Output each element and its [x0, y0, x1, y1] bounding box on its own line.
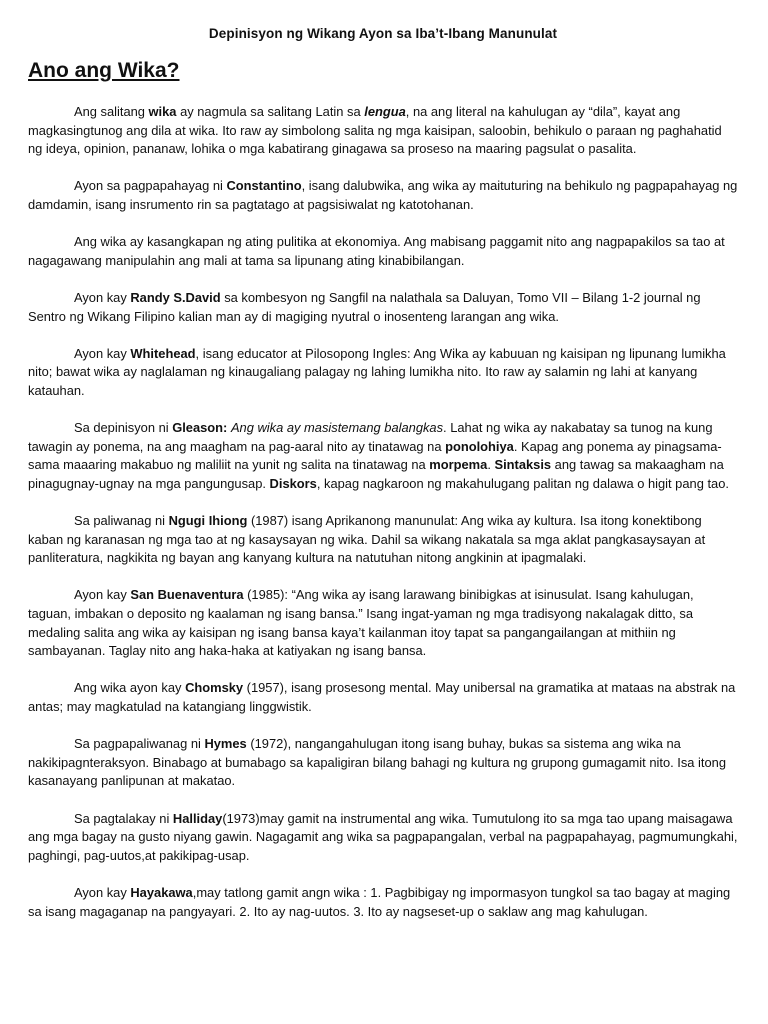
text-run: (1957), isang prosesong mental. May unibersal na gramatika at mataas na abstrak na antas; may magkatulad na katangiang linggwistik.: [28, 680, 736, 714]
text-run: Ang salitang: [74, 104, 149, 119]
paragraph: [28, 512, 738, 568]
text-run: Ang wika ayon kay: [74, 680, 186, 696]
bold-text: Whitehead: [130, 345, 196, 361]
text-run: (1972), nangangahulugan itong isang buhay, bukas sa sistema ang wika na nakikipagnteraksyon. Binabago at bumabago sa kapaligiran bilang bahagi ng kultura ng grupong gumagamit nito. Isa itong kasanayang panlipunan at makatao.: [28, 736, 727, 789]
text-run: Ayon kay: [74, 345, 131, 361]
document-title: Depinisyon ng Wikang Ayon sa Iba’t-Ibang Manunulat: [208, 26, 558, 41]
text-run: ay nagmula sa salitang Latin sa: [176, 104, 365, 119]
paragraph: [28, 735, 738, 791]
bold-text: Halliday: [172, 810, 223, 826]
paragraph: [28, 679, 738, 716]
text-run: ,may tatlong gamit angn wika : 1. Pagbibigay ng impormasyon tungkol sa tao bagay at maging sa isang magaganap na pangyayari. 2. Ito ay nag-uutos. 3. Ito ay nagseset-up o saklaw ang mag kahulugan.: [28, 884, 731, 919]
bold-text: ponolohiya: [445, 438, 514, 454]
text-run: Sa depinisyon ni: [74, 420, 173, 436]
bold-text: Constantino: [226, 178, 302, 194]
text-run: Sa pagtalakay ni: [74, 810, 173, 826]
paragraph: [28, 810, 738, 866]
text-run: . Kapag ang ponema ay pinagsama-sama maaaring makabuo ng maliliit na yunit ng salita na tinatawag na: [28, 438, 722, 473]
paragraph: [28, 419, 738, 493]
paragraph: [28, 289, 738, 326]
bold-text: Randy S.David: [130, 289, 221, 305]
section-heading: Ano ang Wika?: [28, 59, 180, 82]
text-run: (1973)may gamit na instrumental ang wika. Tumutulong ito sa mga tao upang maisagawa ang mga bagay na gusto niyang gawin. Nagagamit ang wika sa pagpapangalan, verbal na pagpapahayag, pagmumungkahi, paghingi, pag-uutos,at pakikipag-usap.: [28, 810, 738, 863]
paragraph: [28, 884, 738, 921]
bold-text: lengua: [364, 104, 406, 119]
text-run: , na ang literal na kahulugan ay “dila”, kayat ang magkasingtunog ang dila at wika. Ito raw ay simbolong salita ng mga kaisipan, saloobin, behikulo o paraan ng paghahatid ng ideya, opinion, pananaw, lohika o mga kabatirang ginagawa sa proseso na maaring pagsulat o pasalita.: [28, 104, 722, 157]
bold-text: wika: [148, 104, 177, 119]
text-run: . Lahat ng wika ay nakabatay sa tunog na kung tawagin ay ponema, na ang maagham na pag-aaral nito ay tinatawag na: [28, 420, 713, 454]
text-run: Sa pagpapaliwanag ni: [74, 736, 205, 752]
text-run: Ang wika ay kasangkapan ng ating pulitika at ekonomiya. Ang mabisang paggamit nito ang nagpapakilos sa tao at nagagawang manipulahin ang mali at tama sa lipunang ating kinabibilangan.: [28, 234, 725, 268]
paragraph: [28, 233, 738, 270]
bold-text: Diskors: [269, 475, 317, 491]
bold-text: Gleason:: [172, 420, 228, 436]
text-run: .: [487, 457, 495, 473]
text-run: Ayon kay: [74, 289, 131, 305]
paragraph: [28, 103, 738, 159]
paragraph: [28, 177, 738, 214]
text-run: (1987) isang Aprikanong manunulat: Ang wika ay kultura. Isa itong konektibong kaban ng karanasan ng mga tao at ng kasaysayan ng wika. Dahil sa wikang nakatala sa mga aklat pangkasaysayan at panliteratura, nagkikita ng bayan ang kanyang kultura na natutuhan nitong angkinin at ipagmalaki.: [28, 513, 706, 566]
bold-text: morpema: [429, 457, 488, 473]
bold-text: Ngugi Ihiong: [168, 513, 248, 529]
text-run: , isang educator at Pilosopong Ingles: Ang Wika ay kabuuan ng kaisipan ng lipunang lumikha nito; bawat wika ay naglalaman ng kinaugaliang palagay ng lahing lumikha nito. Ito raw ay salamin ng lahi at kanyang katauhan.: [28, 345, 726, 398]
text-run: Sa paliwanag ni: [74, 513, 169, 529]
text-run: Ayon sa pagpapahayag ni: [74, 178, 227, 194]
bold-text: Chomsky: [185, 680, 244, 696]
text-run: , isang dalubwika, ang wika ay maituturing na behikulo ng pagpapahayag ng damdamin, isang insrumento rin sa pagtatago at pagsisiwalat ng katotohanan.: [28, 178, 738, 212]
text-run: sa kombesyon ng Sangfil na nalathala sa Daluyan, Tomo VII – Bilang 1-2 journal ng Sentro ng Wikang Filipino kalian man ay di magiging nyutral o inosenteng larangan ang wika.: [28, 289, 701, 324]
paragraph: [28, 345, 738, 401]
text-run: ang tawag sa makaagham na pinagugnay-ugnay na mga pangungusap.: [28, 457, 724, 491]
document-body: [28, 103, 738, 921]
text-run: (1985): “Ang wika ay isang larawang binibigkas at isinusulat. Isang kahulugan, taguan, imbakan o deposito ng kaalaman ng isang bansa.” Isang ingat-yaman ng mga tradisyong nakalagak ditto, sa medaling salita ang wika ay kaisipan ng isang bansa kaya’t kailanman itoy tapat sa pangangailangan at mithiin ng sambayanan. Taglay nito ang haka-haka at katiyakan ng isang bansa.: [28, 587, 694, 659]
text-run: Ayon kay: [74, 884, 131, 900]
italic-text: Ang wika ay masistemang balangkas: [230, 420, 444, 436]
bold-text: Hymes: [204, 736, 247, 752]
bold-text: San Buenaventura: [130, 587, 244, 603]
paragraph: [28, 586, 738, 660]
bold-text: Sintaksis: [494, 457, 552, 473]
text-run: , kapag nagkaroon ng makahulugang palitan ng dalawa o higit pang tao.: [316, 475, 729, 491]
bold-text: Hayakawa: [130, 884, 193, 900]
text-run: Ayon kay: [74, 587, 131, 603]
